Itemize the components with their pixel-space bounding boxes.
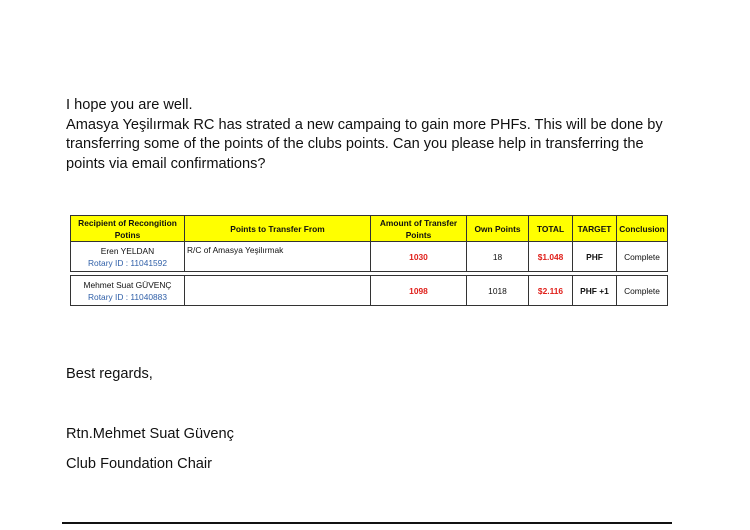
recipient-name: Mehmet Suat GÜVENÇ	[83, 279, 172, 290]
signer-name: Rtn.Mehmet Suat Güvenç	[66, 426, 234, 442]
rotary-id: Rotary ID : 11041592	[88, 257, 167, 268]
recipient-cell	[71, 242, 185, 272]
total-cell: $2.116	[529, 276, 573, 306]
target-cell: PHF	[573, 242, 617, 272]
own-cell: 18	[467, 242, 529, 272]
recipient-name: Eren YELDAN	[100, 245, 155, 256]
signer-title: Club Foundation Chair	[66, 456, 213, 472]
total-cell: $1.048	[529, 242, 573, 272]
conclusion-cell: Complete	[617, 242, 668, 272]
table-row	[71, 276, 668, 306]
header-target: TARGET	[573, 216, 617, 242]
recipient-cell	[71, 276, 185, 306]
conclusion-cell: Complete	[617, 276, 668, 306]
table-row	[71, 242, 668, 272]
from-cell	[185, 276, 371, 306]
letter-line: Amasya Yeşilırmak RC has strated a new campaing to gain more PHFs. This will be done by	[66, 116, 663, 133]
bottom-divider	[62, 522, 672, 524]
table-header-row	[71, 216, 668, 242]
header-total: TOTAL	[529, 216, 573, 242]
header-conclusion: Conclusion	[617, 216, 668, 242]
letter-line: I hope you are well.	[66, 97, 193, 113]
header-own: Own Points	[467, 216, 529, 242]
closing-regards: Best regards,	[66, 366, 153, 382]
header-recipient: Recipient of Recongition Potins	[71, 216, 185, 242]
rotary-id: Rotary ID : 11040883	[88, 291, 167, 302]
letter-body	[66, 96, 666, 174]
target-cell: PHF +1	[573, 276, 617, 306]
letter-line: points via email confirmations?	[66, 155, 266, 172]
amount-cell: 1098	[371, 276, 467, 306]
from-cell: R/C of Amasya Yeşilırmak	[185, 242, 371, 272]
letter-line: transferring some of the points of the clubs points. Can you please help in transferring the	[66, 136, 644, 152]
amount-cell: 1030	[371, 242, 467, 272]
own-cell: 1018	[467, 276, 529, 306]
header-from: Points to Transfer From	[185, 216, 371, 242]
points-transfer-table	[70, 215, 668, 306]
header-amount: Amount of Transfer Points	[371, 216, 467, 242]
